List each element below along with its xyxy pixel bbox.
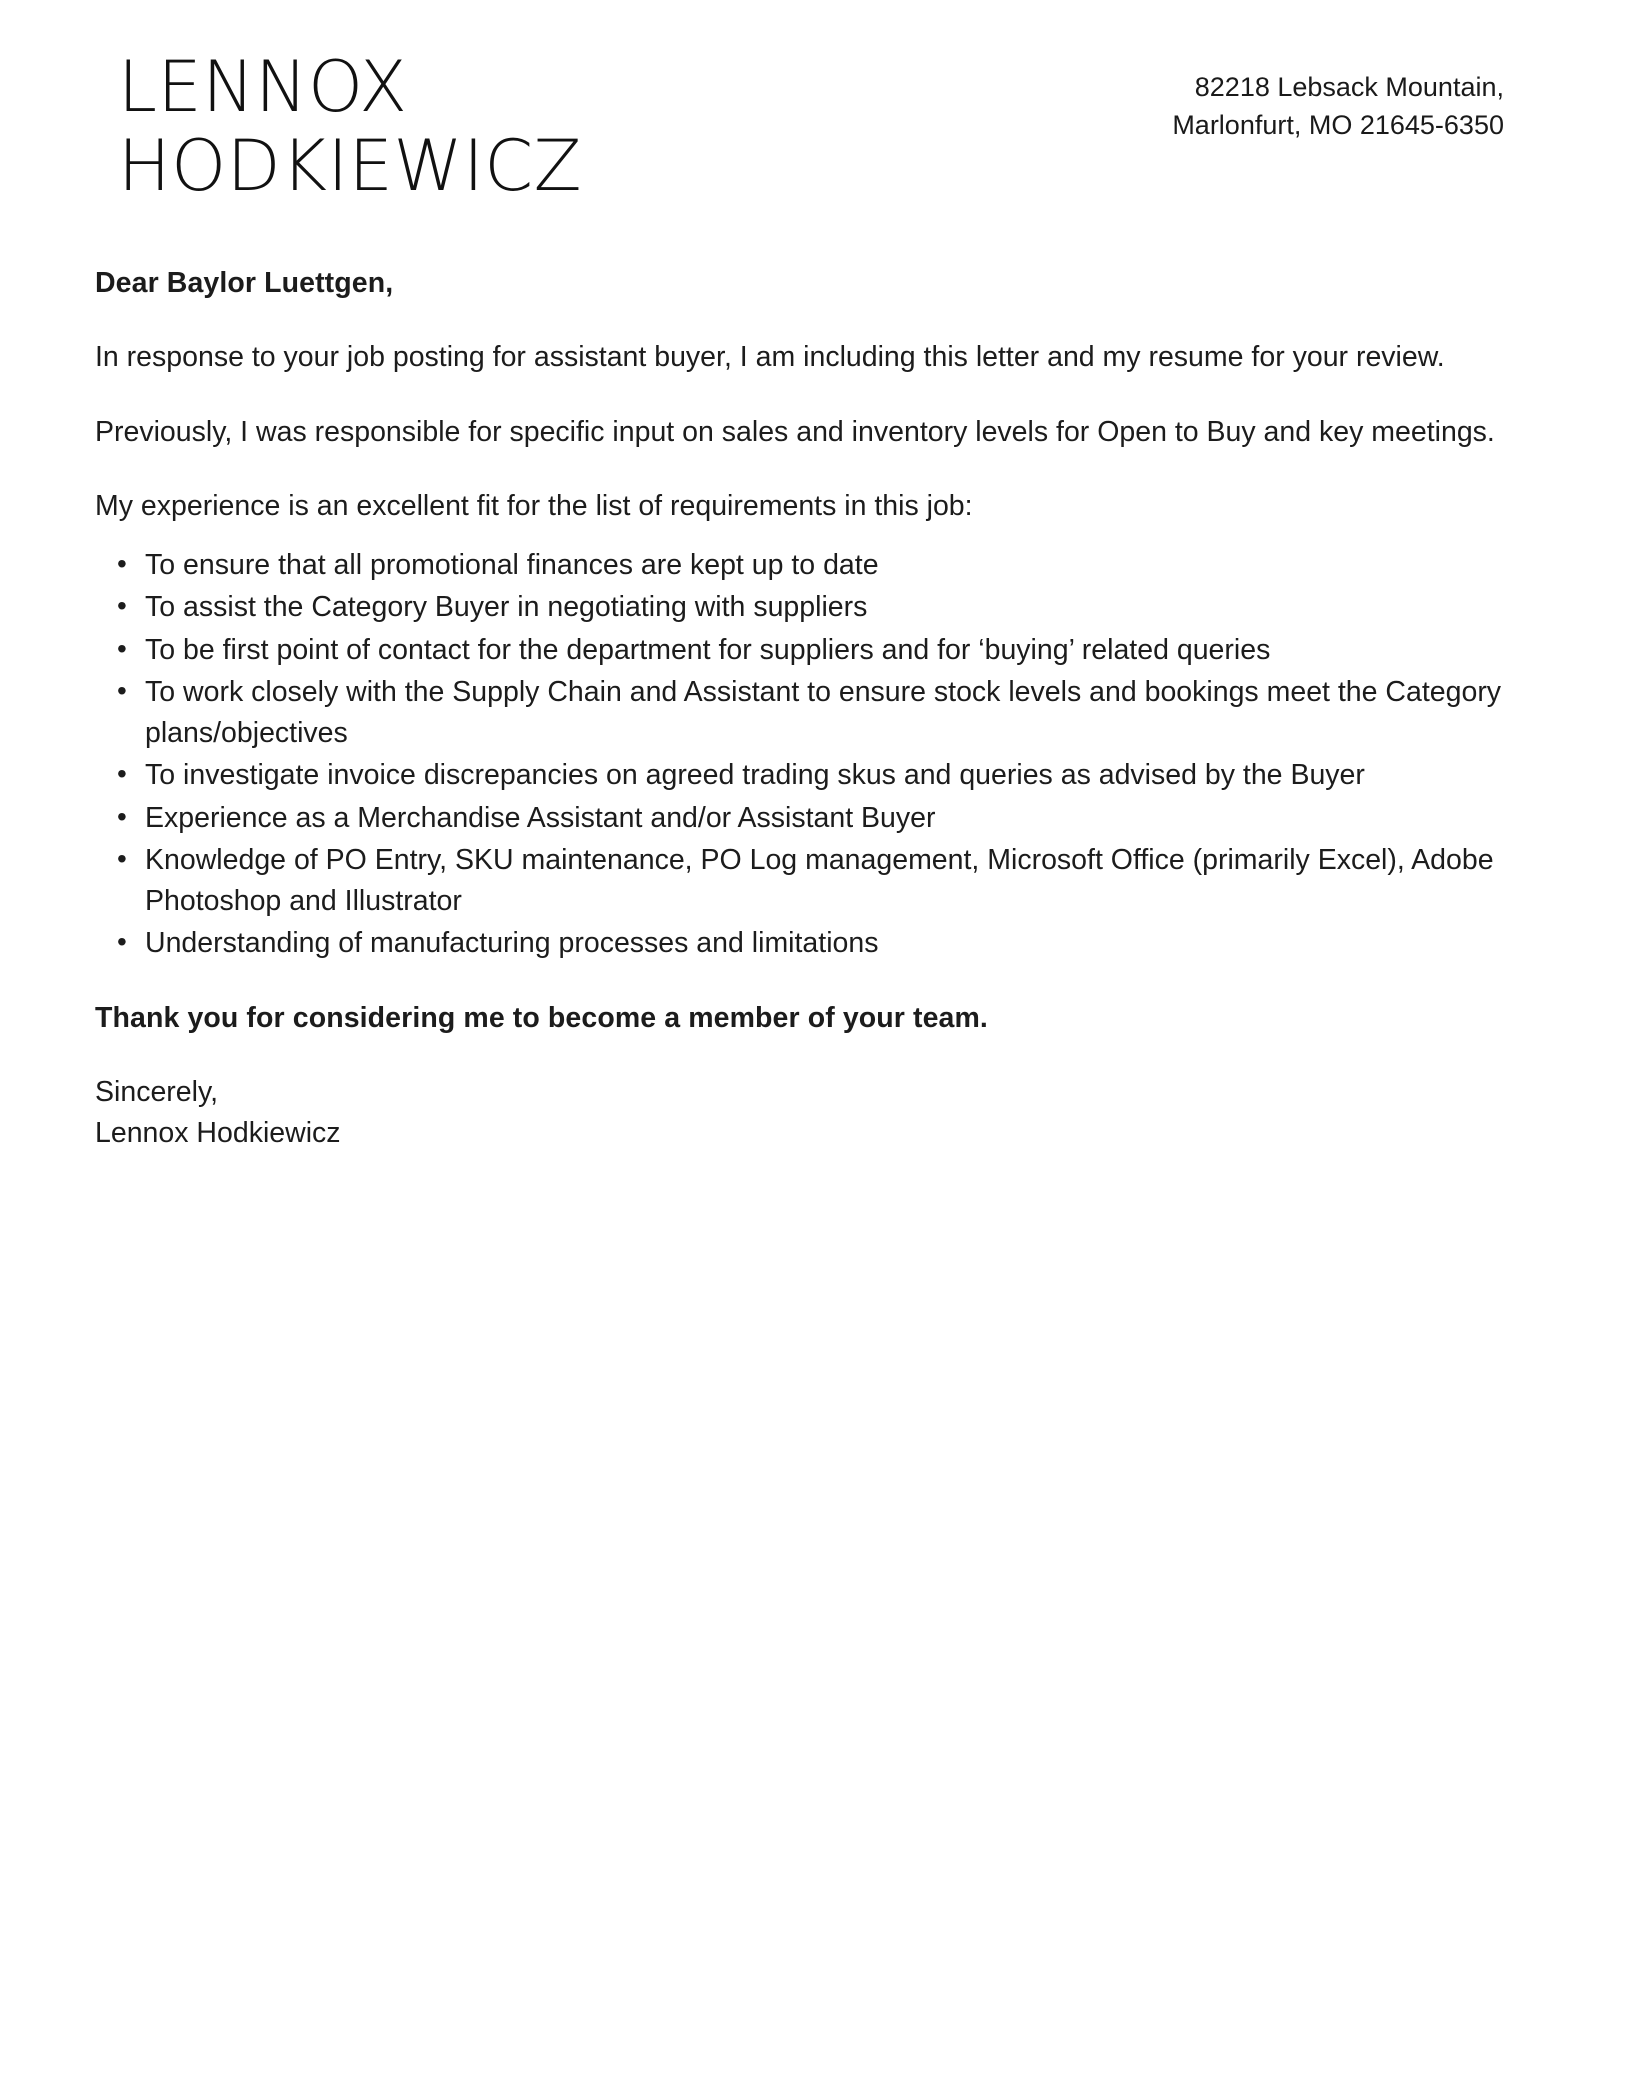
signoff-name: Lennox Hodkiewicz	[95, 1116, 341, 1149]
list-item: • To investigate invoice discrepancies on agreed trading skus and queries as advised by the Buyer	[95, 755, 1520, 795]
sender-address-line-1: 82218 Lebsack Mountain,	[1194, 72, 1504, 102]
list-item: • To be first point of contact for the department for suppliers and for ‘buying’ related queries	[95, 630, 1520, 670]
list-item: • Understanding of manufacturing processes and limitations	[95, 923, 1520, 963]
sender-name-line-2: HODKIEWICZ	[118, 125, 583, 207]
list-item: • Knowledge of PO Entry, SKU maintenance, PO Log management, Microsoft Office (primarily Excel), Adobe Photoshop and Illustrator	[95, 840, 1520, 921]
list-item: • Experience as a Merchandise Assistant and/or Assistant Buyer	[95, 798, 1520, 838]
list-item: • To assist the Category Buyer in negotiating with suppliers	[95, 587, 1520, 627]
letter-header	[0, 0, 1632, 207]
body-paragraph-1: In response to your job posting for assistant buyer, I am including this letter and my resume for your review.	[95, 341, 1445, 374]
sender-address-block	[1172, 52, 1504, 145]
body-paragraph-2: Previously, I was responsible for specific input on sales and inventory levels for Open to Buy and key meetings.	[95, 415, 1495, 448]
list-item: • To work closely with the Supply Chain and Assistant to ensure stock levels and bookings meet the Category plans/objectives	[95, 672, 1520, 753]
sender-name-line-1: LENNOX	[118, 46, 408, 128]
signoff-closing: Sincerely,	[95, 1076, 219, 1109]
list-item: • To ensure that all promotional finances are kept up to date	[95, 545, 1520, 585]
sender-name-block	[118, 46, 583, 207]
salutation: Dear Baylor Luettgen,	[95, 267, 394, 299]
thank-you-line: Thank you for considering me to become a member of your team.	[95, 1001, 988, 1034]
requirements-list	[95, 545, 1520, 964]
body-paragraph-3: My experience is an excellent fit for the list of requirements in this job:	[95, 490, 973, 523]
sender-address-line-2: Marlonfurt, MO 21645-6350	[1172, 110, 1504, 141]
signoff-block	[95, 1072, 1520, 1153]
letter-body	[0, 263, 1632, 1153]
